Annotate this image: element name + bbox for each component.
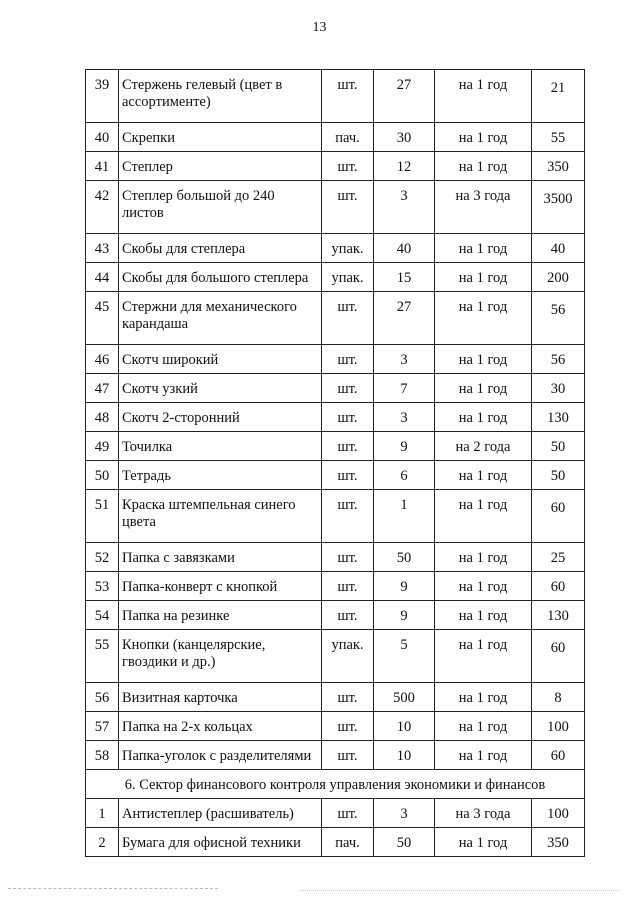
row-number: 40 <box>86 123 119 152</box>
item-name: Папка на резинке <box>119 601 322 630</box>
item-price: 8 <box>532 683 585 712</box>
table-row <box>86 70 585 123</box>
row-number: 43 <box>86 234 119 263</box>
item-term: на 1 год <box>435 712 532 741</box>
item-quantity: 15 <box>374 263 435 292</box>
item-name: Скотч узкий <box>119 374 322 403</box>
item-quantity: 30 <box>374 123 435 152</box>
item-term: на 1 год <box>435 70 532 123</box>
table-row <box>86 490 585 543</box>
item-name: Кнопки (канцелярские, гвоздики и др.) <box>119 630 322 683</box>
row-number: 1 <box>86 799 119 828</box>
item-unit: шт. <box>322 70 374 123</box>
item-price: 56 <box>532 345 585 374</box>
section-heading-body <box>86 770 585 799</box>
item-price: 130 <box>532 601 585 630</box>
table-row <box>86 123 585 152</box>
item-unit: шт. <box>322 345 374 374</box>
item-unit: шт. <box>322 374 374 403</box>
item-quantity: 3 <box>374 403 435 432</box>
item-unit: шт. <box>322 490 374 543</box>
item-price: 50 <box>532 432 585 461</box>
item-unit: шт. <box>322 712 374 741</box>
item-price: 30 <box>532 374 585 403</box>
item-unit: шт. <box>322 799 374 828</box>
table-row <box>86 234 585 263</box>
item-quantity: 50 <box>374 828 435 857</box>
item-term: на 1 год <box>435 572 532 601</box>
row-number: 58 <box>86 741 119 770</box>
row-number: 39 <box>86 70 119 123</box>
section-heading: 6. Сектор финансового контроля управления экономики и финансов <box>86 770 585 799</box>
item-quantity: 5 <box>374 630 435 683</box>
item-unit: шт. <box>322 543 374 572</box>
item-term: на 1 год <box>435 543 532 572</box>
item-unit: шт. <box>322 461 374 490</box>
item-name: Папка с завязками <box>119 543 322 572</box>
item-quantity: 10 <box>374 712 435 741</box>
row-number: 56 <box>86 683 119 712</box>
item-quantity: 27 <box>374 292 435 345</box>
item-price: 350 <box>532 828 585 857</box>
item-name: Скобы для большого степлера <box>119 263 322 292</box>
item-quantity: 10 <box>374 741 435 770</box>
item-unit: упак. <box>322 630 374 683</box>
item-quantity: 6 <box>374 461 435 490</box>
row-number: 47 <box>86 374 119 403</box>
item-quantity: 27 <box>374 70 435 123</box>
item-unit: шт. <box>322 741 374 770</box>
table-row <box>86 403 585 432</box>
item-term: на 1 год <box>435 741 532 770</box>
table-row <box>86 712 585 741</box>
item-unit: шт. <box>322 572 374 601</box>
item-term: на 1 год <box>435 490 532 543</box>
item-name: Стержни для механического карандаша <box>119 292 322 345</box>
item-name: Папка на 2-х кольцах <box>119 712 322 741</box>
item-term: на 2 года <box>435 432 532 461</box>
item-name: Скрепки <box>119 123 322 152</box>
table-body-top <box>86 70 585 770</box>
item-name: Папка-уголок с разделителями <box>119 741 322 770</box>
table-row <box>86 630 585 683</box>
table-row <box>86 683 585 712</box>
item-price: 130 <box>532 403 585 432</box>
table-row <box>86 741 585 770</box>
table-row <box>86 432 585 461</box>
row-number: 55 <box>86 630 119 683</box>
item-term: на 1 год <box>435 601 532 630</box>
row-number: 53 <box>86 572 119 601</box>
item-quantity: 1 <box>374 490 435 543</box>
item-quantity: 3 <box>374 181 435 234</box>
item-quantity: 9 <box>374 601 435 630</box>
item-unit: пач. <box>322 123 374 152</box>
item-quantity: 3 <box>374 799 435 828</box>
row-number: 52 <box>86 543 119 572</box>
item-quantity: 3 <box>374 345 435 374</box>
scan-edge-line <box>300 890 620 891</box>
item-price: 60 <box>532 630 585 683</box>
item-term: на 1 год <box>435 263 532 292</box>
item-unit: упак. <box>322 263 374 292</box>
item-quantity: 9 <box>374 432 435 461</box>
item-term: на 3 года <box>435 181 532 234</box>
table-row <box>86 461 585 490</box>
scan-edge-line <box>8 888 218 889</box>
item-term: на 1 год <box>435 292 532 345</box>
row-number: 2 <box>86 828 119 857</box>
row-number: 45 <box>86 292 119 345</box>
item-unit: шт. <box>322 683 374 712</box>
item-name: Степлер большой до 240 листов <box>119 181 322 234</box>
item-name: Скобы для степлера <box>119 234 322 263</box>
row-number: 54 <box>86 601 119 630</box>
item-price: 56 <box>532 292 585 345</box>
item-quantity: 500 <box>374 683 435 712</box>
item-name: Скотч широкий <box>119 345 322 374</box>
item-unit: шт. <box>322 601 374 630</box>
item-price: 60 <box>532 572 585 601</box>
item-name: Бумага для офисной техники <box>119 828 322 857</box>
row-number: 57 <box>86 712 119 741</box>
table-row <box>86 345 585 374</box>
item-name: Антистеплер (расшиватель) <box>119 799 322 828</box>
row-number: 48 <box>86 403 119 432</box>
item-name: Степлер <box>119 152 322 181</box>
row-number: 41 <box>86 152 119 181</box>
item-price: 200 <box>532 263 585 292</box>
item-term: на 1 год <box>435 152 532 181</box>
item-unit: шт. <box>322 292 374 345</box>
item-term: на 1 год <box>435 123 532 152</box>
item-name: Папка-конверт с кнопкой <box>119 572 322 601</box>
supplies-table <box>85 69 585 857</box>
table-row <box>86 152 585 181</box>
item-name: Визитная карточка <box>119 683 322 712</box>
table-row <box>86 181 585 234</box>
table-row <box>86 263 585 292</box>
item-term: на 1 год <box>435 403 532 432</box>
row-number: 42 <box>86 181 119 234</box>
table-row <box>86 828 585 857</box>
item-term: на 1 год <box>435 461 532 490</box>
page-number: 13 <box>312 20 327 35</box>
row-number: 49 <box>86 432 119 461</box>
row-number: 51 <box>86 490 119 543</box>
item-price: 21 <box>532 70 585 123</box>
row-number: 50 <box>86 461 119 490</box>
item-price: 60 <box>532 741 585 770</box>
item-price: 40 <box>532 234 585 263</box>
item-price: 60 <box>532 490 585 543</box>
item-term: на 1 год <box>435 345 532 374</box>
item-unit: шт. <box>322 432 374 461</box>
item-term: на 1 год <box>435 828 532 857</box>
table-row <box>86 543 585 572</box>
item-price: 100 <box>532 799 585 828</box>
item-unit: шт. <box>322 403 374 432</box>
item-term: на 1 год <box>435 630 532 683</box>
item-term: на 3 года <box>435 799 532 828</box>
item-price: 50 <box>532 461 585 490</box>
item-unit: упак. <box>322 234 374 263</box>
item-price: 100 <box>532 712 585 741</box>
row-number: 46 <box>86 345 119 374</box>
item-price: 25 <box>532 543 585 572</box>
item-name: Тетрадь <box>119 461 322 490</box>
item-quantity: 40 <box>374 234 435 263</box>
item-term: на 1 год <box>435 683 532 712</box>
item-quantity: 12 <box>374 152 435 181</box>
row-number: 44 <box>86 263 119 292</box>
item-price: 3500 <box>532 181 585 234</box>
table-body-bottom <box>86 799 585 857</box>
table-row <box>86 292 585 345</box>
item-name: Краска штемпельная синего цвета <box>119 490 322 543</box>
item-quantity: 7 <box>374 374 435 403</box>
item-price: 55 <box>532 123 585 152</box>
item-unit: шт. <box>322 152 374 181</box>
table-row <box>86 601 585 630</box>
table-row <box>86 572 585 601</box>
item-name: Скотч 2-сторонний <box>119 403 322 432</box>
item-unit: шт. <box>322 181 374 234</box>
item-quantity: 9 <box>374 572 435 601</box>
table-row <box>86 799 585 828</box>
table-row <box>86 374 585 403</box>
item-name: Стержень гелевый (цвет в ассортименте) <box>119 70 322 123</box>
item-term: на 1 год <box>435 234 532 263</box>
item-quantity: 50 <box>374 543 435 572</box>
section-heading-row <box>86 770 585 799</box>
item-term: на 1 год <box>435 374 532 403</box>
item-price: 350 <box>532 152 585 181</box>
item-name: Точилка <box>119 432 322 461</box>
item-unit: пач. <box>322 828 374 857</box>
